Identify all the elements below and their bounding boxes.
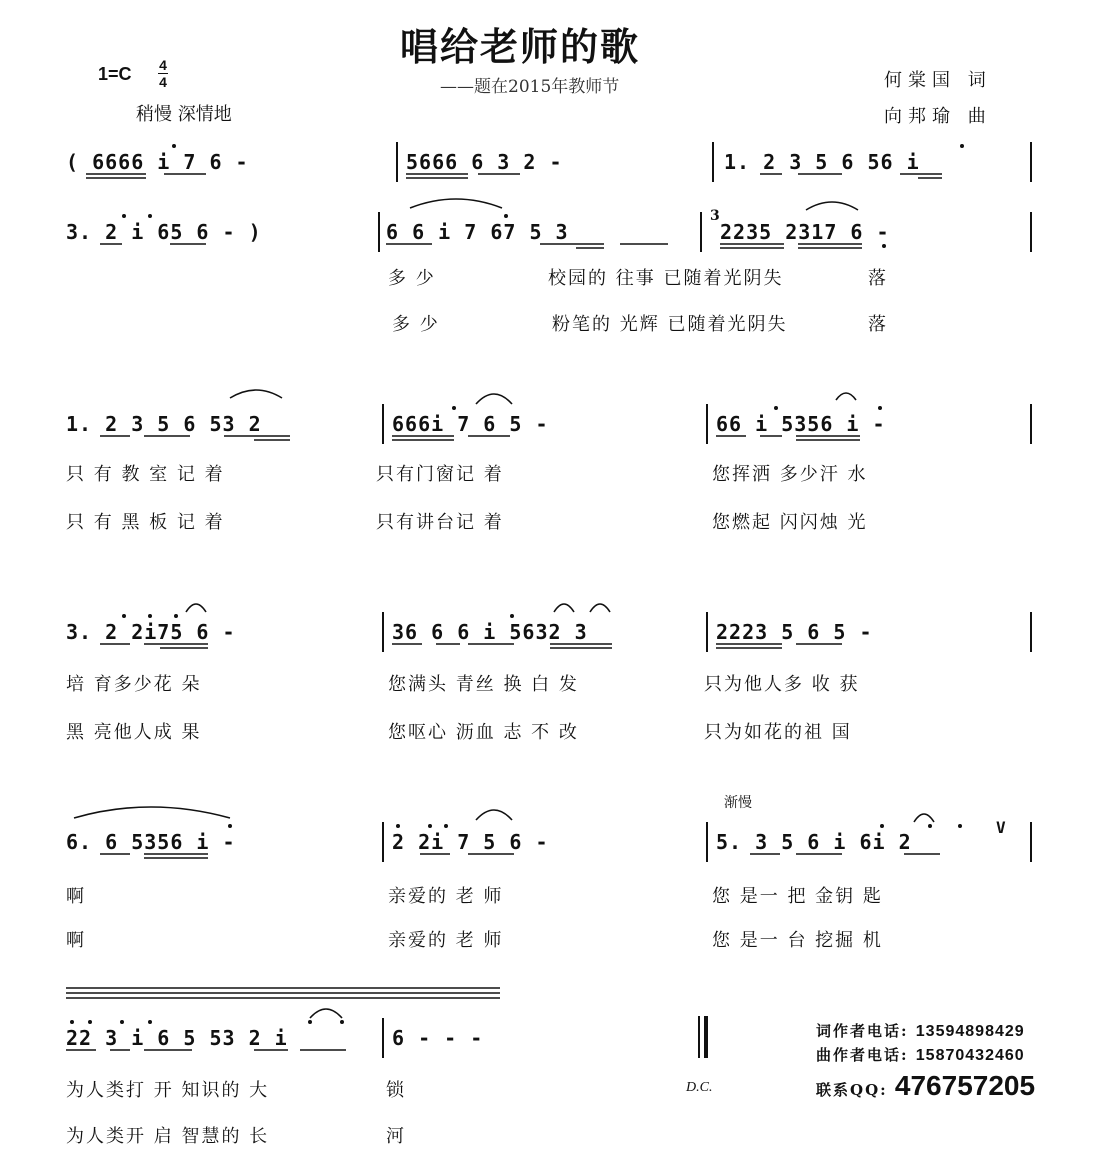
- row3-lyric1-part3: 您挥洒 多少汗 水: [712, 464, 868, 485]
- composer-credit: 向邦瑜 曲: [884, 106, 992, 127]
- octave-dot: [444, 824, 448, 828]
- row2-measure3-notes: 2235 2317 6 -: [720, 220, 890, 244]
- da-capo-marking: D.C.: [686, 1080, 713, 1095]
- octave-dot: [174, 614, 178, 618]
- octave-dot: [452, 406, 456, 410]
- row2-lyric1-part1: 多 少: [388, 268, 436, 289]
- octave-dot: [148, 1020, 152, 1024]
- octave-dot: [958, 824, 962, 828]
- composer-phone-label: 曲作者电话:: [816, 1046, 909, 1064]
- row2-lyric2-part1: 多 少: [392, 314, 440, 335]
- row4-lyric2-part3: 只为如花的祖 国: [704, 722, 852, 743]
- row6-measure1-notes: 22 3 i 6 5 53 2 i: [66, 1026, 288, 1050]
- lyricist-phone-label: 词作者电话:: [816, 1022, 909, 1040]
- breath-mark: V: [996, 818, 1007, 837]
- low-octave-dot: [882, 244, 886, 248]
- row3-lyric2-part3: 您燃起 闪闪烛 光: [712, 512, 868, 533]
- tempo-change-marking: 渐慢: [724, 795, 752, 811]
- lyricist-phone-number: 13594898429: [915, 1023, 1025, 1040]
- row5-lyric2-part1: 啊: [66, 930, 86, 951]
- octave-dot: [340, 1020, 344, 1024]
- lyricist-credit: 何棠国 词: [884, 70, 992, 91]
- slur: [590, 604, 610, 612]
- slur: [476, 394, 512, 404]
- qq-number: 476757205: [894, 1070, 1036, 1101]
- row4-lyric1-part3: 只为他人多 收 获: [704, 674, 860, 695]
- slur: [914, 814, 934, 822]
- octave-dot: [308, 1020, 312, 1024]
- slur: [554, 604, 574, 612]
- row2-measure1-notes: 3. 2 i 65 6 - ): [66, 220, 262, 244]
- time-signature-bottom: 4: [159, 74, 167, 90]
- row1-measure1-notes: ( 6666 i 7 6 -: [66, 150, 249, 174]
- row6-lyric1-part2: 锁: [386, 1080, 406, 1101]
- slur: [476, 810, 512, 820]
- row1-measure2-notes: 5666 6 3 2 -: [406, 150, 563, 174]
- octave-dot: [428, 824, 432, 828]
- row2-measure2-notes: 6 6 i 7 67 5 3: [386, 220, 569, 244]
- row1-measure3-notes: 1. 2 3 5 6 56 i: [724, 150, 920, 174]
- slur: [186, 604, 206, 612]
- row6-lyric2-part1: 为人类开 启 智慧的 长: [66, 1126, 270, 1147]
- octave-dot: [878, 406, 882, 410]
- key-signature: 1=C: [98, 64, 132, 84]
- octave-dot: [960, 144, 964, 148]
- octave-dot: [122, 214, 126, 218]
- row3-measure1-notes: 1. 2 3 5 6 53 2: [66, 412, 262, 436]
- row2-lyric2-part2: 粉笔的 光辉 已随着光阴失: [552, 314, 788, 335]
- row4-measure1-notes: 3. 2 2i75 6 -: [66, 620, 236, 644]
- time-signature-top: 4: [159, 57, 167, 73]
- row3-lyric2-part2: 只有讲台记 着: [376, 512, 504, 533]
- row5-measure2-notes: 2 2i 7 5 6 -: [392, 830, 549, 854]
- row3-lyric1-part2: 只有门窗记 着: [376, 464, 504, 485]
- slur: [410, 199, 502, 208]
- row6-lyric1-part1: 为人类打 开 知识的 大: [66, 1080, 270, 1101]
- row5-measure1-notes: 6. 6 5356 i -: [66, 830, 236, 854]
- octave-dot: [148, 614, 152, 618]
- row3-measure2-notes: 666i 7 6 5 -: [392, 412, 549, 436]
- song-subtitle: ——题在2015年教师节: [440, 77, 620, 97]
- row6-lyric2-part2: 河: [386, 1126, 406, 1147]
- octave-dot: [504, 214, 508, 218]
- row5-lyric1-part3: 您 是一 把 金钥 匙: [712, 886, 883, 907]
- octave-dot: [396, 824, 400, 828]
- row4-lyric1-part1: 培 育多少花 朵: [66, 674, 202, 695]
- row3-lyric2-part1: 只 有 黑 板 记 着: [66, 512, 225, 533]
- song-title: 唱给老师的歌: [400, 24, 641, 69]
- octave-dot: [88, 1020, 92, 1024]
- octave-dot: [510, 614, 514, 618]
- row4-lyric2-part1: 黑 亮他人成 果: [66, 722, 202, 743]
- row5-measure3-notes: 5. 3 5 6 i 6i 2: [716, 830, 912, 854]
- octave-dot: [172, 144, 176, 148]
- row3-measure3-notes: 66 i 5356 i -: [716, 412, 886, 436]
- slur: [74, 807, 230, 818]
- row5-lyric1-part2: 亲爱的 老 师: [388, 886, 504, 907]
- octave-dot: [120, 1020, 124, 1024]
- octave-dot: [70, 1020, 74, 1024]
- slur: [310, 1009, 342, 1018]
- tempo-marking: 稍慢 深情地: [136, 104, 232, 125]
- qq-label: 联系QQ:: [816, 1081, 888, 1099]
- octave-dot: [928, 824, 932, 828]
- row3-lyric1-part1: 只 有 教 室 记 着: [66, 464, 225, 485]
- row4-lyric1-part2: 您满头 青丝 换 白 发: [388, 674, 579, 695]
- octave-dot: [148, 214, 152, 218]
- row4-lyric2-part2: 您呕心 沥血 志 不 改: [388, 722, 579, 743]
- row4-measure3-notes: 2223 5 6 5 -: [716, 620, 873, 644]
- row5-lyric2-part2: 亲爱的 老 师: [388, 930, 504, 951]
- octave-dot: [122, 614, 126, 618]
- row2-lyric1-part2: 校园的 往事 已随着光阴失: [548, 268, 784, 289]
- row6-measure2-notes: 6 - - -: [392, 1026, 484, 1050]
- row5-lyric1-part1: 啊: [66, 886, 86, 907]
- composer-phone-number: 15870432460: [915, 1047, 1025, 1064]
- octave-dot: [228, 824, 232, 828]
- octave-dot: [774, 406, 778, 410]
- grace-note: 3: [710, 208, 720, 224]
- row2-lyric2-part3: 落: [868, 314, 888, 335]
- slur: [806, 202, 858, 210]
- row2-lyric1-part3: 落: [868, 268, 888, 289]
- slur: [230, 390, 282, 398]
- octave-dot: [880, 824, 884, 828]
- row4-measure2-notes: 36 6 6 i 5632 3: [392, 620, 588, 644]
- row5-lyric2-part3: 您 是一 台 挖掘 机: [712, 930, 883, 951]
- slur: [836, 393, 856, 400]
